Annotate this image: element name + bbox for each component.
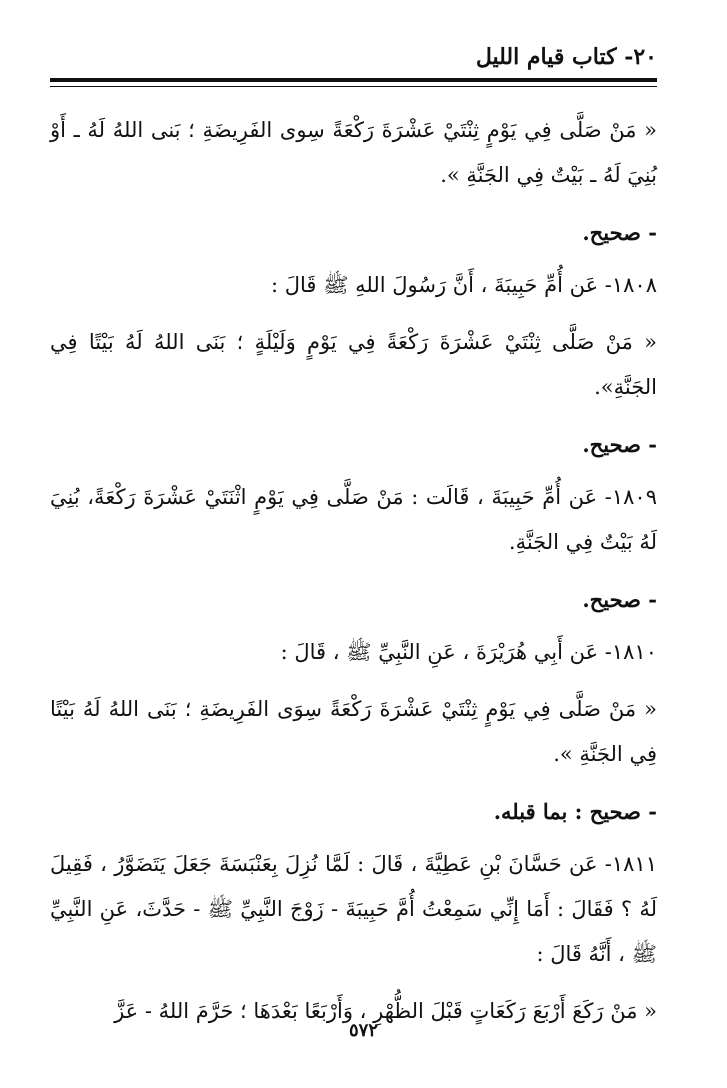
hadith-text: « مَنْ صَلَّى فِي يَوْمٍ ثِنْتَيْ عَشْرَةَ رَكْعَةً سِوى الفَرِيضَةِ ؛ بَنى اللهُ لَهُ ـ أَوْ بُنِيَ لَهُ ـ بَيْتٌ فِي الجَنَّةِ ».: [50, 118, 657, 187]
hadith-grade: - صحيح.: [582, 432, 657, 457]
hadith-text: « مَنْ صَلَّى ثِنْتَيْ عَشْرَةَ رَكْعَةً فِي يَوْمٍ وَلَيْلَةٍ ؛ بَنَى اللهُ لَهُ بَيْتًا فِي الجَنَّةِ».: [50, 330, 657, 399]
header-rule-thin: [50, 86, 657, 87]
hadith-text: « مَنْ صَلَّى فِي يَوْمٍ ثِنْتَيْ عَشْرَةَ رَكْعَةً سِوَى الفَرِيضَةِ ؛ بَنَى اللهُ لَهُ بَيْتًا فِي الجَنَّةِ ».: [50, 697, 657, 766]
hadith-text: « مَنْ رَكَعَ أَرْبَعَ رَكَعَاتٍ قَبْلَ الظُّهْرِ ، وَأَرْبَعًا بَعْدَهَا ؛ حَرَّمَ اللهُ - عَزَّ: [114, 999, 657, 1023]
hadith-grade: - صحيح.: [582, 587, 657, 612]
chapter-title: ٢٠- كتاب قيام الليل: [475, 44, 657, 70]
hadith-isnad: ١٨٠٨- عَن أُمِّ حَبِيبَةَ ، أَنَّ رَسُولَ اللهِ ﷺ قَالَ :: [270, 273, 657, 297]
hadith-grade: - صحيح.: [582, 220, 657, 245]
page-number: ٥٧٢: [348, 1020, 378, 1041]
hadith-isnad: ١٨١١- عَن حَسَّانَ بْنِ عَطِيَّةَ ، قَالَ : لَمَّا نُزِلَ بِعَنْبَسَةَ جَعَلَ يَتَضَوَّرُ ، فَقِيلَ لَهُ ؟ فَقَالَ : أَمَا إِنِّي سَمِعْتُ أُمَّ حَبِيبَةَ - زَوْجَ النَّبِيِّ ﷺ - حَدَّثَ، عَنِ النَّبِيِّ ﷺ ، أَنَّهُ قَالَ :: [50, 852, 657, 966]
page-body: [50, 108, 657, 1046]
running-header: [50, 40, 657, 80]
header-rule-thick: [50, 78, 657, 82]
hadith-isnad: ١٨١٠- عَن أَبِي هُرَيْرَةَ ، عَنِ النَّبِيِّ ﷺ ، قَالَ :: [280, 640, 657, 664]
hadith-isnad: ١٨٠٩- عَن أُمِّ حَبِيبَةَ ، قَالَت : مَنْ صَلَّى فِي يَوْمٍ اثْنَتَيْ عَشْرَةَ رَكْعَةً، بُنِيَ لَهُ بَيْتٌ فِي الجَنَّةِ.: [50, 485, 657, 554]
hadith-grade: - صحيح : بما قبله.: [493, 799, 657, 824]
